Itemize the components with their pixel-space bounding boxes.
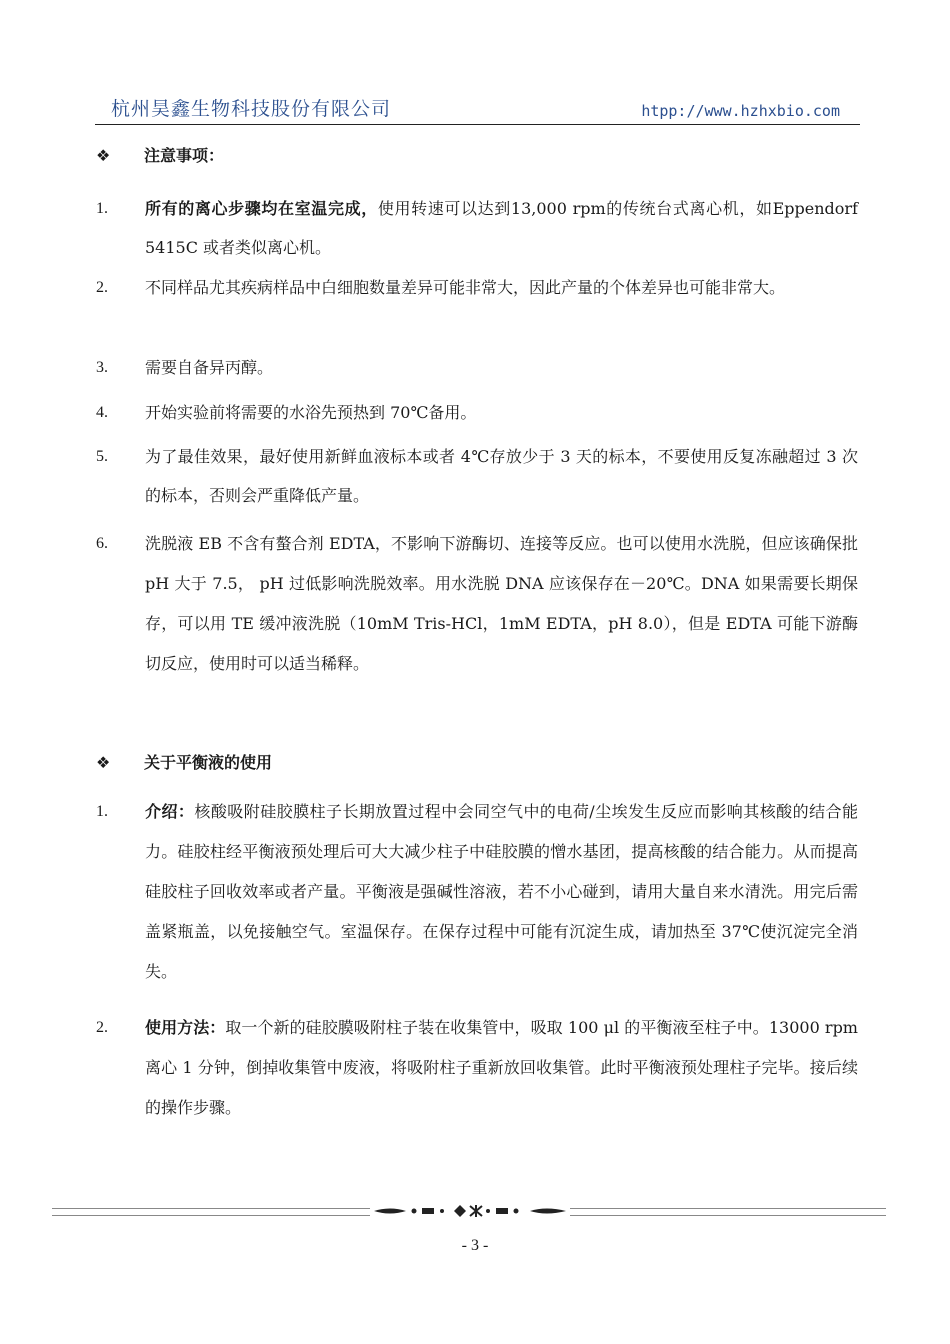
diamond-bullet-icon: ❖ (96, 146, 111, 165)
notes-item-2 (96, 268, 858, 307)
footer-ornament-icon (370, 1202, 570, 1220)
notes-item-5 (96, 437, 858, 515)
item-text: 洗脱液 EB 不含有螯合剂 EDTA，不影响下游酶切、连接等反应。也可以使用水洗脱，但应该确保批 pH 大于 7.5， pH 过低影响洗脱效率。用水洗脱 DNA 应该保存在－20℃。DNA 如果需要长期保存，可以用 TE 缓冲液洗脱（10mM Tris-HCl，1mM EDTA，pH 8.0），但是 EDTA 可能下游酶切反应，使用时可以适当稀释。 (145, 534, 858, 673)
balance-item-2 (96, 1008, 858, 1128)
item-number: 2. (96, 1019, 108, 1036)
item-bold-text: 使用方法： (145, 1018, 226, 1037)
balance-section-title (96, 750, 272, 773)
notes-item-3 (96, 348, 858, 387)
notes-item-6 (96, 524, 858, 684)
item-number: 2. (96, 279, 108, 296)
company-url: htpp://www.hzhxbio.com (641, 102, 840, 120)
balance-title-text: 关于平衡液的使用 (144, 753, 273, 772)
item-text: 开始实验前将需要的水浴先预热到 70℃备用。 (145, 403, 477, 422)
item-text: 使用转速可以达到13,000 rpm的传统台式离心机，如Eppendorf 5415C 或者类似离心机。 (145, 199, 858, 257)
page-header (95, 92, 860, 125)
notes-item-1 (96, 189, 858, 267)
notes-item-4 (96, 393, 858, 432)
item-number: 4. (96, 404, 108, 421)
item-text: 需要自备异丙醇。 (145, 358, 274, 377)
item-number: 6. (96, 535, 108, 552)
item-text: 为了最佳效果，最好使用新鲜血液标本或者 4℃存放少于 3 天的标本，不要使用反复冻融超过 3 次的标本，否则会严重降低产量。 (145, 447, 858, 505)
page-number: - 3 - (461, 1237, 489, 1254)
item-number: 3. (96, 359, 108, 376)
item-bold-text: 介绍： (145, 802, 195, 821)
item-text: 不同样品尤其疾病样品中白细胞数量差异可能非常大，因此产量的个体差异也可能非常大。 (145, 278, 786, 297)
balance-item-1 (96, 792, 858, 992)
item-text: 取一个新的硅胶膜吸附柱子装在收集管中，吸取 100 μl 的平衡液至柱子中。13000 rpm 离心 1 分钟，倒掉收集管中废液，将吸附柱子重新放回收集管。此时平衡液预处理柱子完毕。接后续的操作步骤。 (145, 1018, 858, 1117)
company-name: 杭州昊鑫生物科技股份有限公司 (111, 98, 392, 120)
item-text: 核酸吸附硅胶膜柱子长期放置过程中会同空气中的电荷/尘埃发生反应而影响其核酸的结合能力。硅胶柱经平衡液预处理后可大大减少柱子中硅胶膜的憎水基团，提高核酸的结合能力。从而提高硅胶柱子回收效率或者产量。平衡液是强碱性溶液，若不小心碰到，请用大量自来水清洗。用完后需盖紧瓶盖，以免接触空气。室温保存。在保存过程中可能有沉淀生成，请加热至 37℃使沉淀完全消失。 (145, 802, 858, 981)
item-number: 1. (96, 803, 108, 820)
item-number: 5. (96, 448, 108, 465)
item-number: 1. (96, 200, 108, 217)
diamond-bullet-icon: ❖ (96, 753, 111, 772)
item-bold-text: 所有的离心步骤均在室温完成， (145, 199, 378, 218)
notes-section-title (96, 143, 224, 166)
notes-title-text: 注意事项： (144, 146, 225, 165)
